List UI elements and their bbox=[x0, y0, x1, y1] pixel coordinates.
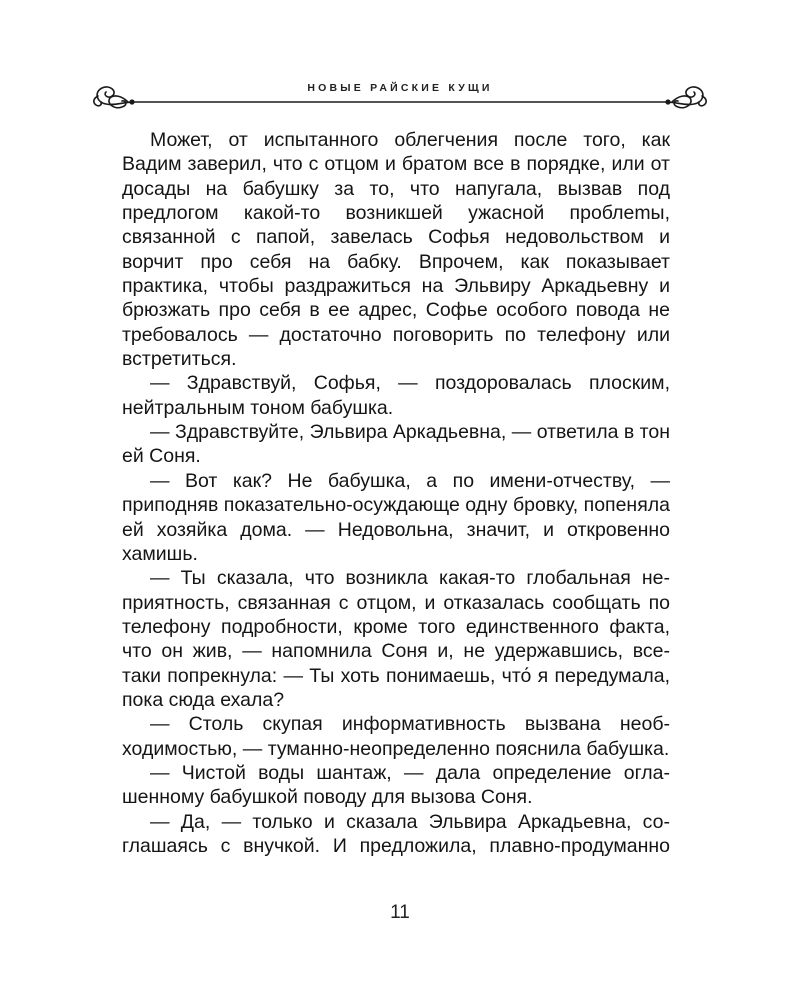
page-number: 11 bbox=[390, 902, 410, 923]
running-title: НОВЫЕ РАЙСКИЕ КУЩИ bbox=[307, 82, 493, 94]
paragraph: — Ты сказала, что возникла какая-то глобальная неприятность, связанная с отцом, и отказалась сообщать по телефону подробности, кроме того единственного факта, что он жив, — напомнила Соня и, не удержавшись, все-таки попрекнула: — Ты хоть понимаешь, что́ я передумала, пока сюда ехала? bbox=[122, 567, 670, 711]
paragraph: Может, от испытанного облегчения после того, как Вадим заверил, что с отцом и братом все в порядке, или от досады на бабушку за то, что напугала, вызвав под предлогом какой-то возникшей ужасной проблеmы, связанной с папой, завелась Софья недовольством и ворчит про себя на бабку. Впрочем, как показывает практика, чтобы раздражиться на Эльвиру Аркадьевну и брюзжать про себя в ее адрес, Софье особого повода не требовалось — достаточно поговорить по телефону или встретиться. bbox=[122, 129, 670, 371]
paragraph: — Да, — только и сказала Эльвира Аркадьевна, соглашаясь с внучкой. И предложила, плавно-продуманно bbox=[122, 810, 670, 857]
paragraph: — Вот как? Не бабушка, а по имени-отчеству, — приподняв показательно-осуждающе одну бровку, попеняла ей хозяйка дома. — Недовольна, значит, и откровенно хамишь. bbox=[122, 469, 670, 565]
body-text bbox=[122, 128, 670, 858]
paragraph: — Столь скупая информативность вызвана необходимостью, — туманно-неопределенно пояснила бабушка. bbox=[122, 713, 670, 760]
paragraph: — Здравствуй, Софья, — поздоровалась плоским, нейтральным тоном бабушка. bbox=[122, 372, 670, 419]
paragraph: — Чистой воды шантаж, — дала определение оглашенному бабушкой поводу для вызова Соня. bbox=[122, 761, 670, 809]
running-header bbox=[88, 76, 712, 116]
paragraph: — Здравствуйте, Эльвира Аркадьевна, — ответила в тон ей Соня. bbox=[122, 421, 670, 468]
